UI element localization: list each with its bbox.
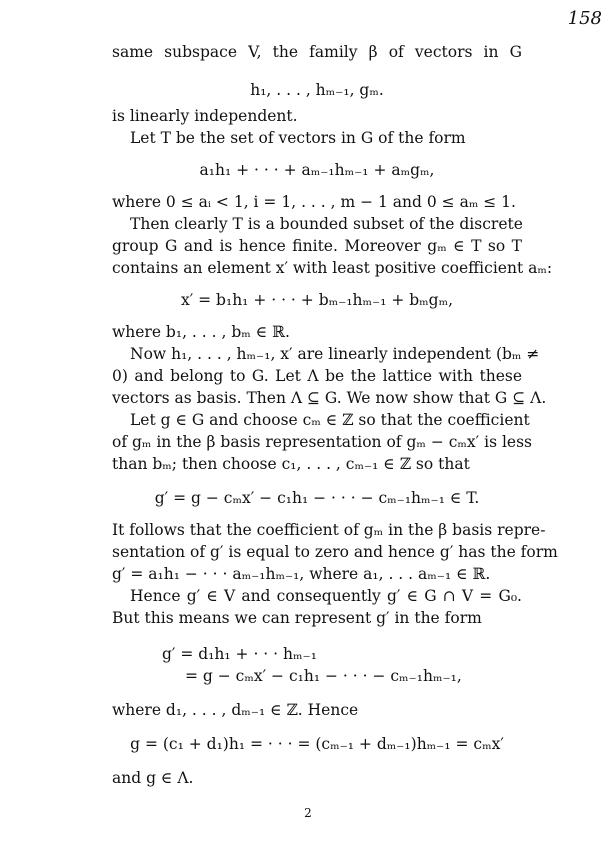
text-line: Let T be the set of vectors in G of the form bbox=[130, 129, 466, 147]
aligned-equation-row: g′ = d₁h₁ + · · · hₘ₋₁ bbox=[162, 645, 317, 663]
text-line: Then clearly T is a bounded subset of the discrete bbox=[130, 215, 523, 233]
text-line: same subspace V, the family β of vectors in G bbox=[112, 43, 522, 61]
text-line: Hence g′ ∈ V and consequently g′ ∈ G ∩ V = G₀. bbox=[130, 587, 522, 605]
text-line: Now h₁, . . . , hₘ₋₁, x′ are linearly independent (bₘ ≠ bbox=[130, 345, 540, 363]
text-line: where d₁, . . . , dₘ₋₁ ∈ ℤ. Hence bbox=[112, 701, 359, 719]
text-line: where b₁, . . . , bₘ ∈ ℝ. bbox=[112, 323, 290, 341]
display-equation: x′ = b₁h₁ + · · · + bₘ₋₁hₘ₋₁ + bₘgₘ, bbox=[180, 291, 454, 309]
text-line: 0) and belong to G. Let Λ be the lattice with these bbox=[112, 367, 522, 385]
text-line: vectors as basis. Then Λ ⊆ G. We now show that G ⊆ Λ. bbox=[112, 389, 547, 407]
aligned-equation-row: = g − cₘx′ − c₁h₁ − · · · − cₘ₋₁hₘ₋₁, bbox=[185, 667, 462, 685]
text-line: is linearly independent. bbox=[112, 107, 298, 125]
text-line: g′ = a₁h₁ − · · · aₘ₋₁hₘ₋₁, where a₁, . . . aₘ₋₁ ∈ ℝ. bbox=[112, 565, 491, 583]
text-line: of gₘ in the β basis representation of gₘ − cₘx′ is less bbox=[112, 433, 532, 451]
text-line: It follows that the coefficient of gₘ in the β basis repre- bbox=[112, 521, 546, 539]
text-line: than bₘ; then choose c₁, . . . , cₘ₋₁ ∈ ℤ so that bbox=[112, 455, 470, 473]
text-line: where 0 ≤ aᵢ < 1, i = 1, . . . , m − 1 and 0 ≤ aₘ ≤ 1. bbox=[112, 193, 516, 211]
display-equation: g = (c₁ + d₁)h₁ = · · · = (cₘ₋₁ + dₘ₋₁)hₘ₋₁ = cₘx′ bbox=[130, 735, 504, 753]
display-equation: g′ = g − cₘx′ − c₁h₁ − · · · − cₘ₋₁hₘ₋₁ ∈ T. bbox=[154, 489, 480, 507]
page-number: 2 bbox=[304, 806, 312, 820]
display-equation: a₁h₁ + · · · + aₘ₋₁hₘ₋₁ + aₘgₘ, bbox=[199, 161, 435, 179]
text-line: group G and is hence finite. Moreover gₘ ∈ T so T bbox=[112, 237, 522, 255]
handwritten-page-mark: 158 bbox=[567, 8, 602, 29]
text-line: sentation of g′ is equal to zero and hence g′ has the form bbox=[112, 543, 558, 561]
display-equation: h₁, . . . , hₘ₋₁, gₘ. bbox=[250, 81, 384, 99]
text-line: and g ∈ Λ. bbox=[112, 769, 194, 787]
text-line: Let g ∈ G and choose cₘ ∈ ℤ so that the coefficient bbox=[130, 411, 530, 429]
text-line: But this means we can represent g′ in the form bbox=[112, 609, 482, 627]
text-line: contains an element x′ with least positive coefficient aₘ: bbox=[112, 259, 553, 277]
